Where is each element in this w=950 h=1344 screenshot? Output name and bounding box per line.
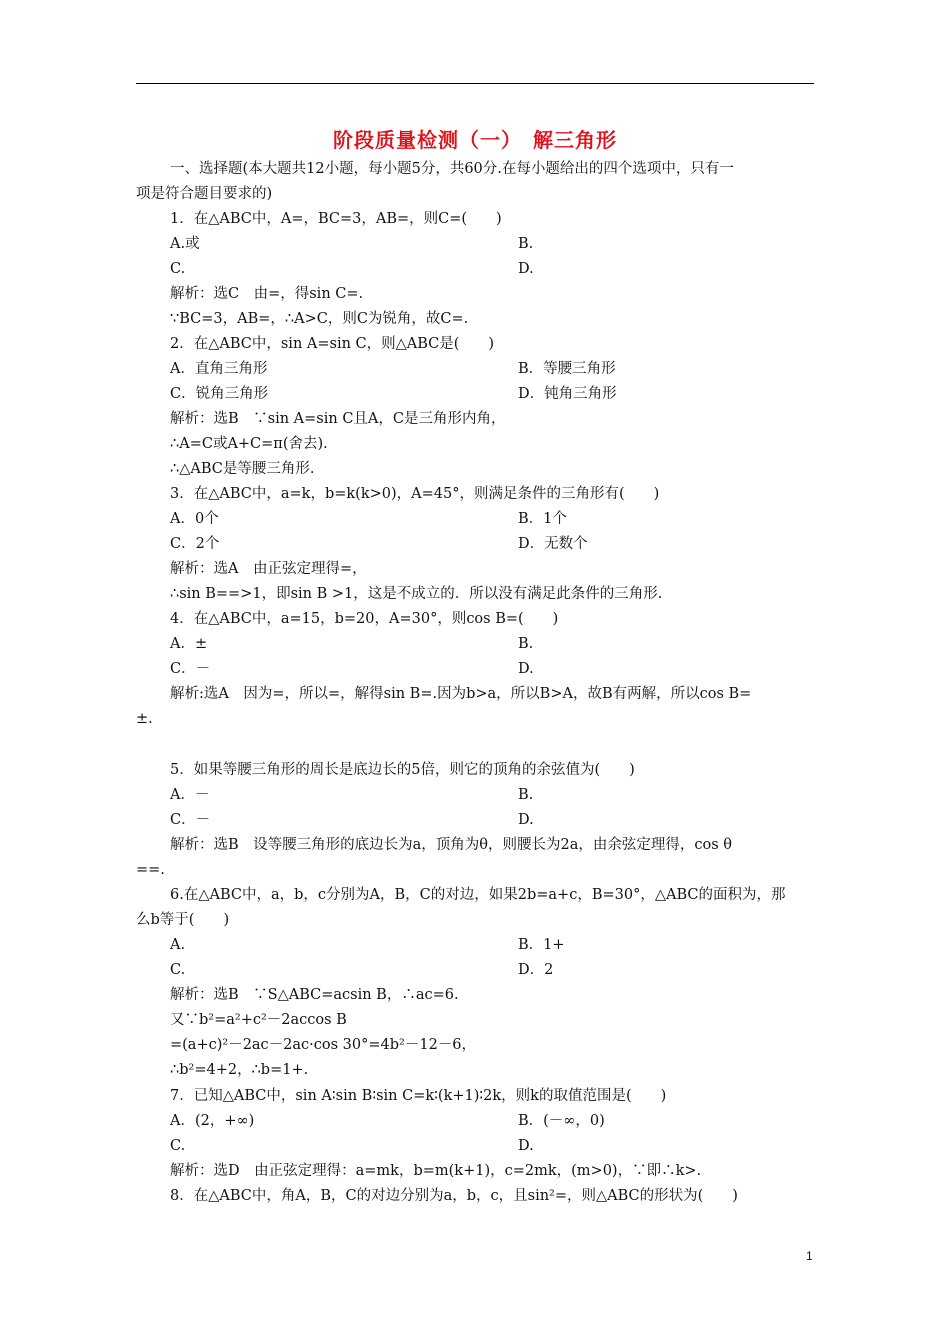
q3-solution: 解析：选A 由正弦定理得=，: [170, 561, 367, 577]
q7-option-a: A．(2，+∞): [170, 1113, 255, 1129]
q6-option-a: A.: [170, 937, 186, 953]
page-number: 1: [806, 1249, 813, 1263]
section-heading-cont: 项是符合题目要求的): [136, 186, 273, 202]
q1-option-b: B.: [518, 236, 534, 252]
q1-solution: 解析：选C 由=，得sin C=.: [170, 286, 364, 302]
q6-option-c: C.: [170, 962, 186, 978]
q4-stem: 4．在△ABC中，a=15，b=20，A=30°，则cos B=( ): [170, 611, 559, 627]
q2-option-b: B．等腰三角形: [518, 361, 616, 377]
q2-option-d: D．钝角三角形: [518, 386, 617, 402]
q1-solution-line: ∵BC=3，AB=，∴A>C，则C为锐角，故C=.: [170, 311, 469, 327]
q1-option-d: D.: [518, 261, 534, 277]
q7-stem: 7．已知△ABC中，sin A∶sin B∶sin C=k∶(k+1)∶2k，则k的取值范围是( ): [170, 1088, 667, 1104]
q3-option-d: D．无数个: [518, 536, 588, 552]
q5-option-d: D.: [518, 812, 534, 828]
q5-solution-cont: ==.: [136, 862, 165, 878]
q6-stem: 6.在△ABC中，a，b，c分别为A，B，C的对边，如果2b=a+c，B=30°，△ABC的面积为，那: [170, 887, 786, 903]
q7-solution: 解析：选D 由正弦定理得：a=mk，b=m(k+1)，c=2mk，(m>0)，∵即∴k>.: [170, 1163, 702, 1179]
q5-solution: 解析：选B 设等腰三角形的底边长为a，顶角为θ，则腰长为2a，由余弦定理得，cos θ: [170, 837, 733, 853]
q2-solution-line: ∴△ABC是等腰三角形.: [170, 461, 315, 477]
q7-option-c: C.: [170, 1138, 186, 1154]
q3-option-a: A．0个: [170, 511, 219, 527]
q1-option-c: C.: [170, 261, 186, 277]
q3-option-c: C．2个: [170, 536, 220, 552]
q5-option-c: C．－: [170, 812, 211, 828]
q2-solution: 解析：选B ∵sin A=sin C且A，C是三角形内角，: [170, 411, 506, 427]
q7-option-d: D.: [518, 1138, 534, 1154]
q3-stem: 3．在△ABC中，a=k，b=k(k>0)，A=45°，则满足条件的三角形有( ): [170, 486, 660, 502]
q4-solution-cont: ±.: [136, 711, 153, 727]
q5-option-a: A．－: [170, 787, 210, 803]
q5-stem: 5．如果等腰三角形的周长是底边长的5倍，则它的顶角的余弦值为( ): [170, 762, 635, 778]
q1-option-a: A.或: [170, 236, 200, 252]
q8-stem: 8．在△ABC中，角A，B，C的对边分别为a，b，c，且sin²=，则△ABC的形状为( ): [170, 1188, 738, 1204]
q4-option-c: C．－: [170, 661, 211, 677]
q6-solution-line: ∴b²=4+2，∴b=1+.: [170, 1062, 309, 1078]
q4-option-b: B.: [518, 636, 534, 652]
page-title: 阶段质量检测（一） 解三角形: [333, 128, 617, 152]
q2-stem: 2．在△ABC中，sin A=sin C，则△ABC是( ): [170, 336, 495, 352]
q6-stem-cont: 么b等于( ): [136, 912, 230, 928]
q6-solution-line: =(a+c)²－2ac－2ac·cos 30°=4b²－12－6，: [170, 1037, 477, 1053]
q2-option-c: C．锐角三角形: [170, 386, 269, 402]
q4-solution: 解析:选A 因为=，所以=，解得sin B=.因为b>a，所以B>A，故B有两解，所以cos B=: [170, 686, 752, 702]
q5-option-b: B.: [518, 787, 534, 803]
q4-option-a: A．±: [170, 636, 208, 652]
q6-option-d: D．2: [518, 962, 554, 978]
q1-stem: 1．在△ABC中，A=，BC=3，AB=，则C=( ): [170, 211, 502, 227]
q2-option-a: A．直角三角形: [170, 361, 268, 377]
q2-solution-line: ∴A=C或A+C=π(舍去).: [170, 436, 328, 452]
header-rule: [136, 83, 814, 84]
q4-option-d: D.: [518, 661, 534, 677]
q3-solution-line: ∴sin B==>1，即sin B >1，这是不成立的．所以没有满足此条件的三角形.: [170, 586, 663, 602]
q6-solution: 解析：选B ∵S△ABC=acsin B，∴ac=6.: [170, 987, 459, 1003]
q3-option-b: B．1个: [518, 511, 567, 527]
q7-option-b: B．(－∞，0): [518, 1113, 605, 1129]
q6-option-b: B．1+: [518, 937, 565, 953]
section-heading: 一、选择题(本大题共12小题，每小题5分，共60分.在每小题给出的四个选项中，只有一: [170, 161, 734, 177]
q6-solution-line: 又∵b²=a²+c²－2accos B: [170, 1012, 347, 1028]
